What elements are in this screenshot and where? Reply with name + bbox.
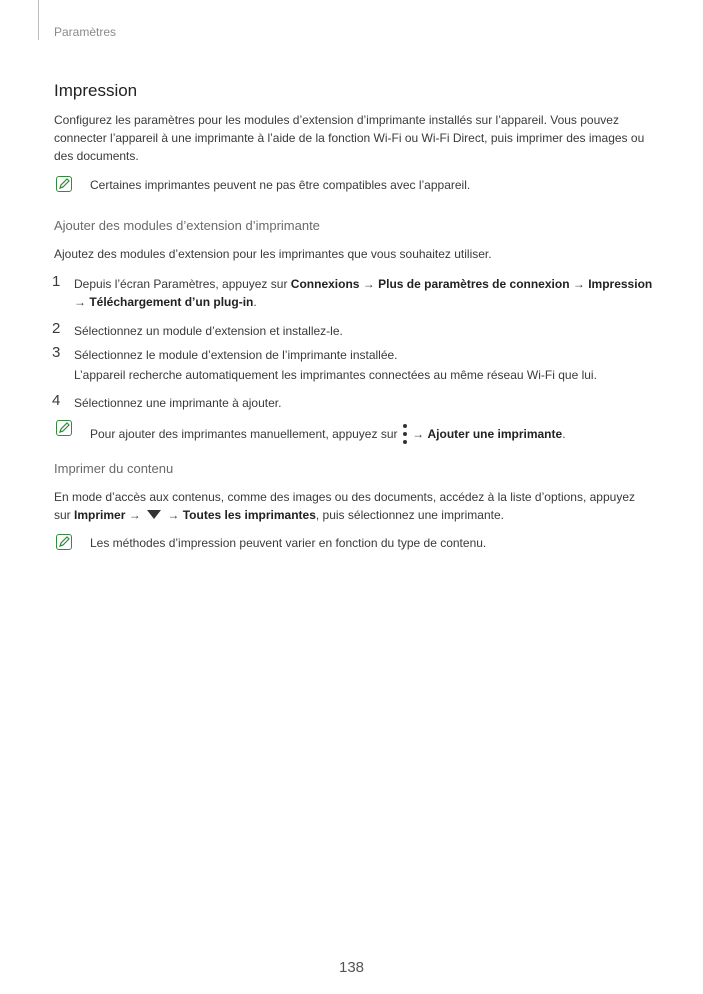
section-paragraph — [54, 488, 654, 524]
note-text: Certaines imprimantes peuvent ne pas être compatibles avec l’appareil. — [90, 178, 471, 192]
note-icon — [56, 534, 72, 550]
header-section: Paramètres — [54, 25, 117, 39]
arrow: → — [359, 277, 379, 291]
arrow: → — [569, 277, 589, 291]
section-title: Imprimer du contenu — [54, 461, 174, 476]
note-text: Les méthodes d’impression peuvent varier en fonction du type de contenu. — [90, 536, 487, 550]
note-icon — [56, 176, 72, 192]
menu-path-connexions: Connexions — [290, 277, 360, 291]
step-text — [74, 275, 654, 311]
paragraph-text: , puis sélectionnez une imprimante. — [315, 508, 504, 522]
menu-path-more-settings: Plus de paramètres de connexion — [378, 277, 570, 291]
all-printers-label: Toutes les imprimantes — [182, 508, 316, 522]
header-divider — [38, 0, 39, 40]
note-text-part: Pour ajouter des imprimantes manuellement, appuyez sur — [90, 427, 401, 441]
arrow: → — [164, 508, 183, 522]
note-text — [90, 424, 566, 444]
arrow: → — [408, 427, 428, 441]
note-text-part: . — [562, 427, 566, 441]
dropdown-icon — [147, 510, 161, 519]
step-text: Sélectionnez le module d’extension de l’imprimante installée. — [74, 348, 398, 362]
step-number: 3 — [52, 344, 61, 361]
add-printer-label: Ajouter une imprimante — [427, 427, 563, 441]
step-text-part: Depuis l’écran Paramètres, appuyez sur — [74, 277, 291, 291]
step-text: Sélectionnez une imprimante à ajouter. — [74, 396, 282, 410]
page-number: 138 — [338, 959, 365, 976]
menu-path-plugin-download: Téléchargement d’un plug-in — [89, 295, 254, 309]
arrow: → — [74, 295, 90, 309]
step-subtext: L’appareil recherche automatiquement les imprimantes connectées au même réseau Wi-Fi que lui. — [74, 368, 597, 382]
paragraph-text: sur — [54, 508, 75, 522]
section-lead: Ajoutez des modules d’extension pour les imprimantes que vous souhaitez utiliser. — [54, 247, 492, 261]
section-title: Ajouter des modules d’extension d’imprimante — [54, 218, 320, 233]
intro-paragraph: Configurez les paramètres pour les modules d’extension d’imprimante installés sur l’appareil. Vous pouvez connecter l’appareil à une imprimante à l’aide de la fonction Wi-Fi ou Wi-Fi Direct, puis imprimer des images ou des documents. — [54, 113, 645, 163]
step-text-part: . — [253, 295, 257, 309]
print-label: Imprimer — [74, 508, 126, 522]
step-number: 2 — [52, 320, 61, 337]
page-title: Impression — [54, 81, 138, 100]
arrow: → — [125, 508, 145, 522]
note-icon — [56, 420, 72, 436]
step-text: Sélectionnez un module d’extension et installez-le. — [74, 324, 343, 338]
step-number: 4 — [52, 392, 61, 409]
more-options-icon — [401, 424, 409, 444]
paragraph-line: En mode d’accès aux contenus, comme des images ou des documents, accédez à la liste d’options, appuyez — [54, 490, 635, 504]
step-number: 1 — [52, 273, 61, 290]
menu-path-impression: Impression — [588, 277, 653, 291]
